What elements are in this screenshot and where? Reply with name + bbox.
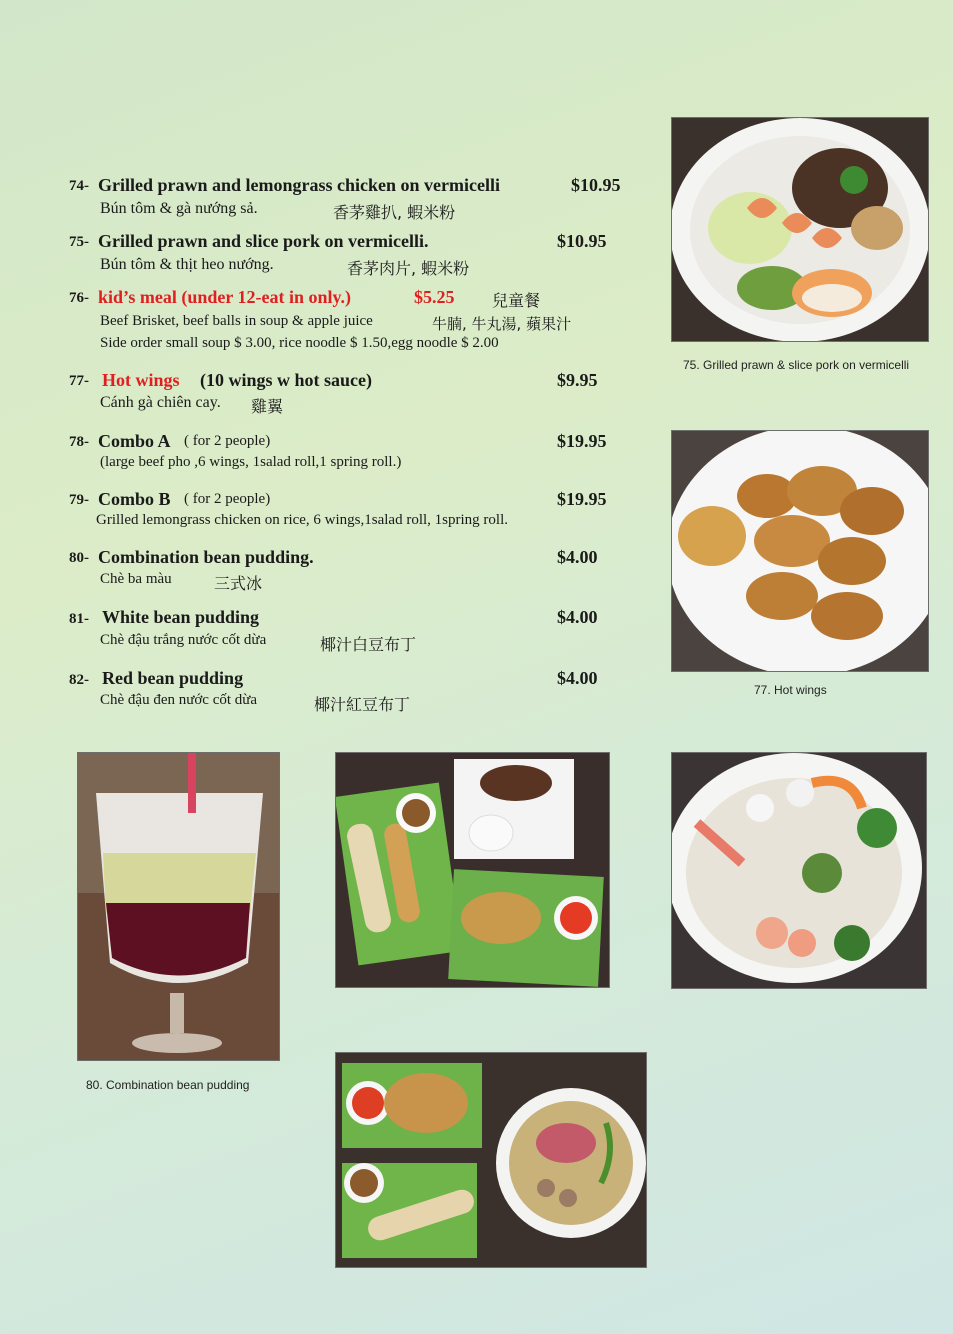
item-price: $10.95: [557, 231, 607, 251]
item-name: Combo A: [98, 431, 171, 451]
photo-combo-b: [335, 752, 610, 988]
photo-noodle-soup: [671, 752, 927, 989]
item-number: 79-: [69, 492, 89, 508]
item-vietnamese: Chè ba màu: [100, 571, 172, 587]
photo-vermicelli: [671, 117, 929, 342]
item-price: $19.95: [557, 431, 607, 451]
item-number: 82-: [69, 672, 89, 688]
photo-caption: 77. Hot wings: [754, 683, 827, 697]
item-chinese: 椰汁紅豆布丁: [314, 695, 411, 714]
item-name: White bean pudding: [102, 607, 260, 627]
item-number: 80-: [69, 550, 89, 566]
photo-caption: 75. Grilled prawn & slice pork on vermicelli: [683, 358, 910, 372]
item-number: 76-: [69, 290, 89, 306]
photo-bean-pudding: [77, 752, 280, 1061]
item-chinese: 兒童餐: [492, 291, 541, 310]
item-number: 77-: [69, 373, 89, 389]
item-price: $9.95: [557, 370, 598, 390]
photo-caption: 80. Combination bean pudding: [86, 1078, 250, 1092]
item-price: $10.95: [571, 175, 621, 195]
item-price: $4.00: [557, 607, 598, 627]
item-vietnamese: Chè đậu đen nước cốt dừa: [100, 692, 258, 708]
item-vietnamese: Cánh gà chiên cay.: [100, 394, 221, 411]
item-name: Grilled prawn and lemongrass chicken on vermicelli: [98, 175, 500, 195]
item-name: kid’s meal (under 12-eat in only.): [98, 287, 352, 307]
item-price: $4.00: [557, 547, 598, 567]
item-number: 81-: [69, 611, 89, 627]
item-number: 74-: [69, 178, 89, 194]
item-name: Combination bean pudding.: [98, 547, 314, 567]
item-price: $5.25: [414, 287, 455, 307]
item-number: 78-: [69, 434, 89, 450]
item-name: Combo B: [98, 489, 171, 509]
item-chinese: 香茅肉片, 蝦米粉: [347, 259, 470, 278]
item-detail: (large beef pho ,6 wings, 1salad roll,1 spring roll.): [100, 454, 402, 470]
item-number: 75-: [69, 234, 89, 250]
item-extra: (10 wings w hot sauce): [200, 370, 373, 390]
item-extra: ( for 2 people): [184, 491, 271, 507]
photo-combo-a: [335, 1052, 647, 1268]
photo-hot-wings: [671, 430, 929, 672]
item-name: Grilled prawn and slice pork on vermicelli.: [98, 231, 429, 251]
item-price: $19.95: [557, 489, 607, 509]
item-chinese: 椰汁白豆布丁: [320, 635, 417, 654]
item-vietnamese: Chè đậu trắng nước cốt dừa: [100, 632, 267, 648]
item-detail-chinese: 牛腩, 牛丸湯, 蘋果汁: [432, 315, 572, 333]
item-vietnamese: Bún tôm & thịt heo nướng.: [100, 256, 274, 273]
item-chinese: 雞翼: [251, 397, 284, 416]
item-vietnamese: Bún tôm & gà nướng sả.: [100, 200, 258, 217]
item-name: Red bean pudding: [102, 668, 244, 688]
item-extra: ( for 2 people): [184, 433, 271, 449]
item-name: Hot wings: [102, 370, 180, 390]
item-chinese: 三式冰: [214, 574, 263, 593]
item-chinese: 香茅雞扒, 蝦米粉: [333, 203, 456, 222]
item-price: $4.00: [557, 668, 598, 688]
item-detail: Beef Brisket, beef balls in soup & apple juice: [100, 313, 373, 329]
item-detail: Side order small soup $ 3.00, rice noodle $ 1.50,egg noodle $ 2.00: [100, 335, 499, 351]
item-detail: Grilled lemongrass chicken on rice, 6 wings,1salad roll, 1spring roll.: [96, 512, 508, 528]
